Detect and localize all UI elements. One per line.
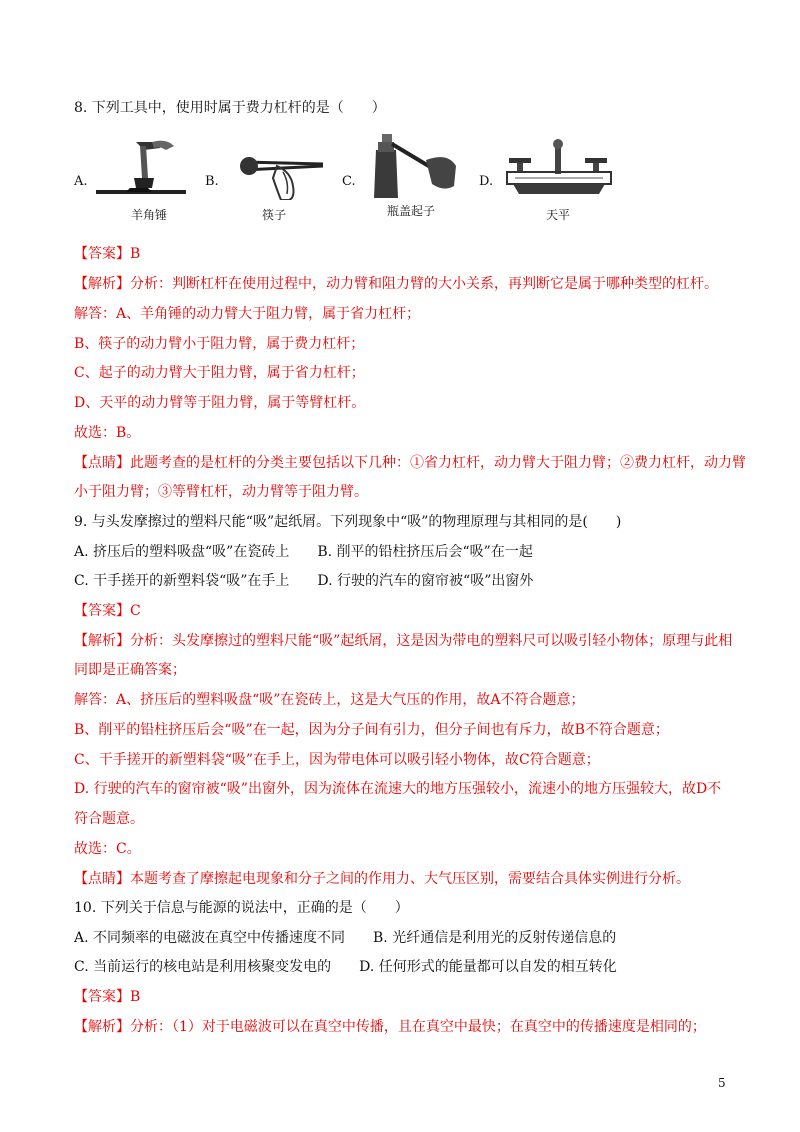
q8-answer: 【答案】B	[74, 246, 141, 262]
q9-solution-line: 解答：A、挤压后的塑料吸盘“吸”在瓷砖上，这是大气压的作用，故A不符合题意；	[74, 692, 585, 708]
claw-hammer-icon	[96, 138, 186, 198]
q8-option-a-letter: A.	[74, 174, 88, 189]
q10-options-row: A. 不同频率的电磁波在真空中传播速度不同 B. 光纤通信是利用光的反射传递信息的	[74, 930, 617, 946]
q8-comment-line: 小于阻力臂；③等臂杠杆，动力臂等于阻力臂。	[74, 484, 368, 500]
q9-choice: 故选：C。	[74, 841, 141, 857]
q8-option-d-letter: D.	[479, 174, 494, 189]
q9-analysis-line: 同即是正确答案；	[74, 662, 186, 678]
q8-option-a-caption: 羊角锤	[130, 208, 167, 222]
q8-option-d-caption: 天平	[545, 208, 570, 222]
q9-solution-line: B、削平的铅柱挤压后会“吸”在一起，因为分子间有引力，但分子间也有斥力，故B不符合题意；	[74, 722, 669, 738]
q8-option-b-caption: 筷子	[261, 208, 286, 222]
q8-stem: 8. 下列工具中，使用时属于费力杠杆的是（ ）	[74, 100, 386, 116]
q9-comment: 【点睛】本题考查了摩擦起电现象和分子之间的作用力、大气压区别，需要结合具体实例进行分析。	[74, 871, 690, 887]
q8-comment-line: 【点睛】此题考查的是杠杆的分类主要包括以下几种：①省力杠杆，动力臂大于阻力臂；②费力杠杆，动力臂	[74, 455, 746, 471]
q8-options	[74, 136, 734, 236]
q10-options-row: C. 当前运行的核电站是利用核聚变发电的 D. 任何形式的能量都可以自发的相互转化	[74, 959, 617, 975]
balance-scale-icon	[503, 136, 615, 204]
q8-option-a	[74, 136, 224, 236]
q8-option-c-letter: C.	[342, 174, 356, 189]
q8-option-c-caption: 瓶盖起子	[386, 204, 435, 218]
q9-solution-line: D. 行驶的汽车的窗帘被“吸”出窗外，因为流体在流速大的地方压强较小，流速小的地方压强较大，故D不	[74, 781, 722, 797]
q8-option-b	[205, 136, 355, 236]
q9-solution-line: C、干手搓开的新塑料袋“吸”在手上，因为带电体可以吸引轻小物体，故C符合题意；	[74, 752, 600, 768]
q8-option-b-letter: B.	[205, 174, 219, 189]
q9-options-row: A. 挤压后的塑料吸盘“吸”在瓷砖上 B. 削平的铅柱挤压后会“吸”在一起	[74, 544, 533, 560]
page-number: 5	[718, 1076, 726, 1090]
q9-stem: 9. 与头发摩擦过的塑料尺能“吸”起纸屑。下列现象中“吸”的物理原理与其相同的是( )	[74, 514, 622, 530]
q8-solution-line: D、天平的动力臂等于阻力臂，属于等臂杠杆。	[74, 395, 366, 411]
q8-solution-line: B、筷子的动力臂小于阻力臂，属于费力杠杆；	[74, 336, 365, 352]
q8-solution-line: 解答：A、羊角锤的动力臂大于阻力臂，属于省力杠杆；	[74, 306, 421, 322]
q10-answer: 【答案】B	[74, 989, 141, 1005]
q8-choice: 故选：B。	[74, 425, 141, 441]
chopsticks-icon	[233, 142, 325, 200]
q9-solution-line: 符合题意。	[74, 811, 144, 827]
q10-stem: 10. 下列关于信息与能源的说法中，正确的是（ ）	[74, 900, 409, 916]
bottle-opener-icon	[368, 130, 464, 202]
q9-answer: 【答案】C	[74, 603, 141, 619]
q8-analysis: 【解析】分析：判断杠杆在使用过程中，动力臂和阻力臂的大小关系，再判断它是属于哪种类型的杠杆。	[74, 276, 718, 292]
q9-analysis-line: 【解析】分析：头发摩擦过的塑料尺能“吸”起纸屑，这是因为带电的塑料尺可以吸引轻小物体；原理与此相	[74, 633, 733, 649]
q8-option-c	[342, 136, 492, 236]
q8-solution-line: C、起子的动力臂大于阻力臂，属于省力杠杆；	[74, 365, 365, 381]
q8-option-d	[479, 136, 639, 236]
q9-options-row: C. 干手搓开的新塑料袋“吸”在手上 D. 行驶的汽车的窗帘被“吸”出窗外	[74, 573, 534, 589]
q10-analysis: 【解析】分析：（1）对于电磁波可以在真空中传播，且在真空中最快；在真空中的传播速度是相同的；	[74, 1019, 706, 1035]
